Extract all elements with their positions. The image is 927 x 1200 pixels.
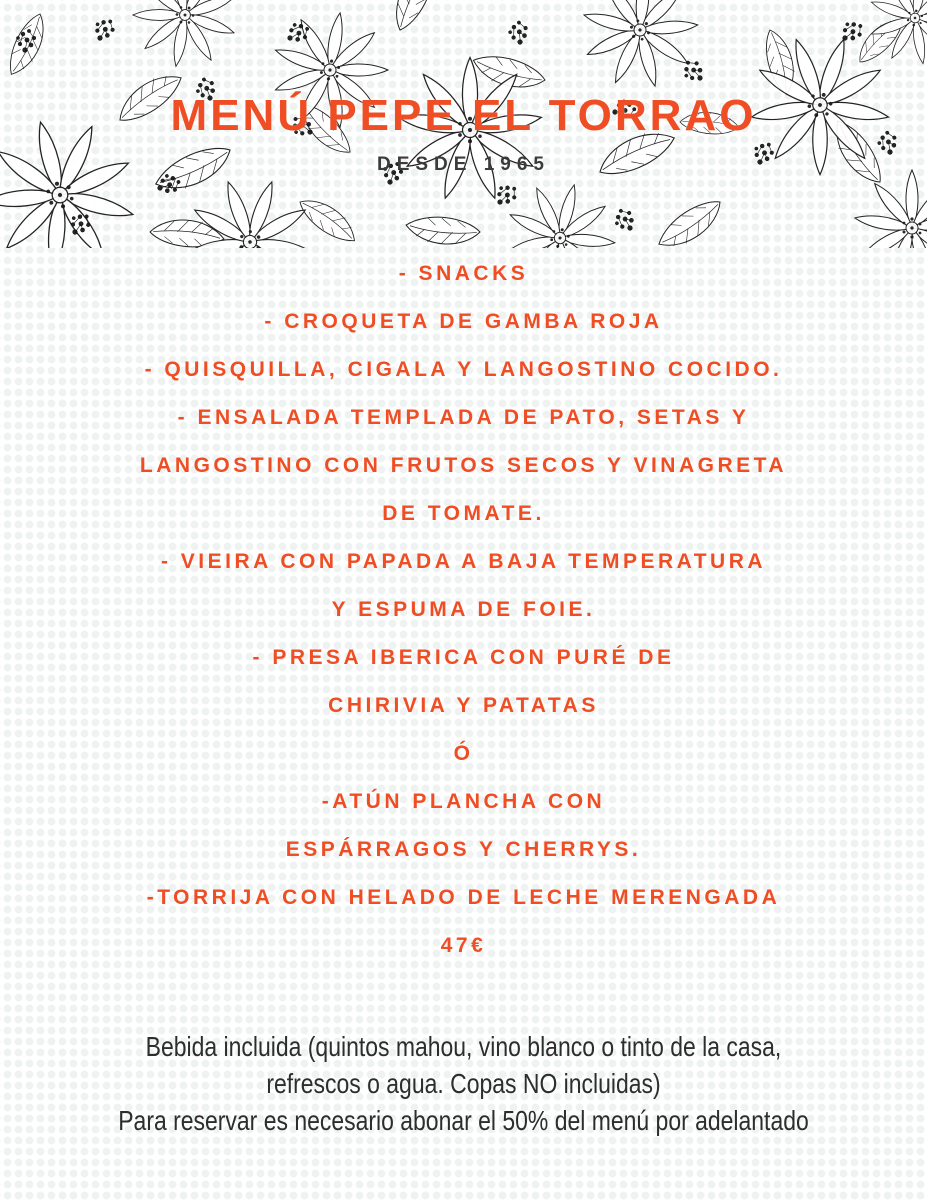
menu-line-separator-o: Ó [453, 742, 474, 765]
menu-line: - SNACKS [398, 262, 529, 285]
menu-line: CHIRIVIA Y PATATAS [328, 694, 599, 717]
footer-notes [83, 1028, 843, 1139]
footer-note: Bebida incluida (quintos mahou, vino blanco o tinto de la casa, [145, 1031, 782, 1062]
footer-note: refrescos o agua. Copas NO incluidas) [266, 1068, 661, 1099]
menu-line: - ENSALADA TEMPLADA DE PATO, SETAS Y [177, 406, 750, 429]
menu-items [0, 248, 927, 970]
floral-pattern-decoration [0, 0, 927, 248]
menu-line: DE TOMATE. [382, 502, 545, 525]
menu-line: -ATÚN PLANCHA CON [321, 790, 606, 813]
footer-note: Para reservar es necesario abonar el 50% del menú por adelantado [118, 1105, 809, 1136]
header [0, 0, 927, 248]
menu-line: - PRESA IBERICA CON PURÉ DE [252, 646, 675, 669]
menu-subtitle: DESDE 1965 [376, 154, 550, 175]
menu-title: MENÚ PEPE EL TORRAO [170, 91, 757, 140]
menu-line: - CROQUETA DE GAMBA ROJA [264, 310, 663, 333]
menu-line: Y ESPUMA DE FOIE. [331, 598, 596, 621]
menu-line: -TORRIJA CON HELADO DE LECHE MERENGADA [146, 886, 781, 909]
menu-line: - QUISQUILLA, CIGALA Y LANGOSTINO COCIDO. [144, 358, 783, 381]
menu-line: LANGOSTINO CON FRUTOS SECOS Y VINAGRETA [139, 454, 788, 477]
menu-line: ESPÁRRAGOS Y CHERRYS. [285, 838, 642, 861]
menu-line: - VIEIRA CON PAPADA A BAJA TEMPERATURA [160, 550, 767, 573]
menu-price: 47€ [440, 934, 487, 957]
